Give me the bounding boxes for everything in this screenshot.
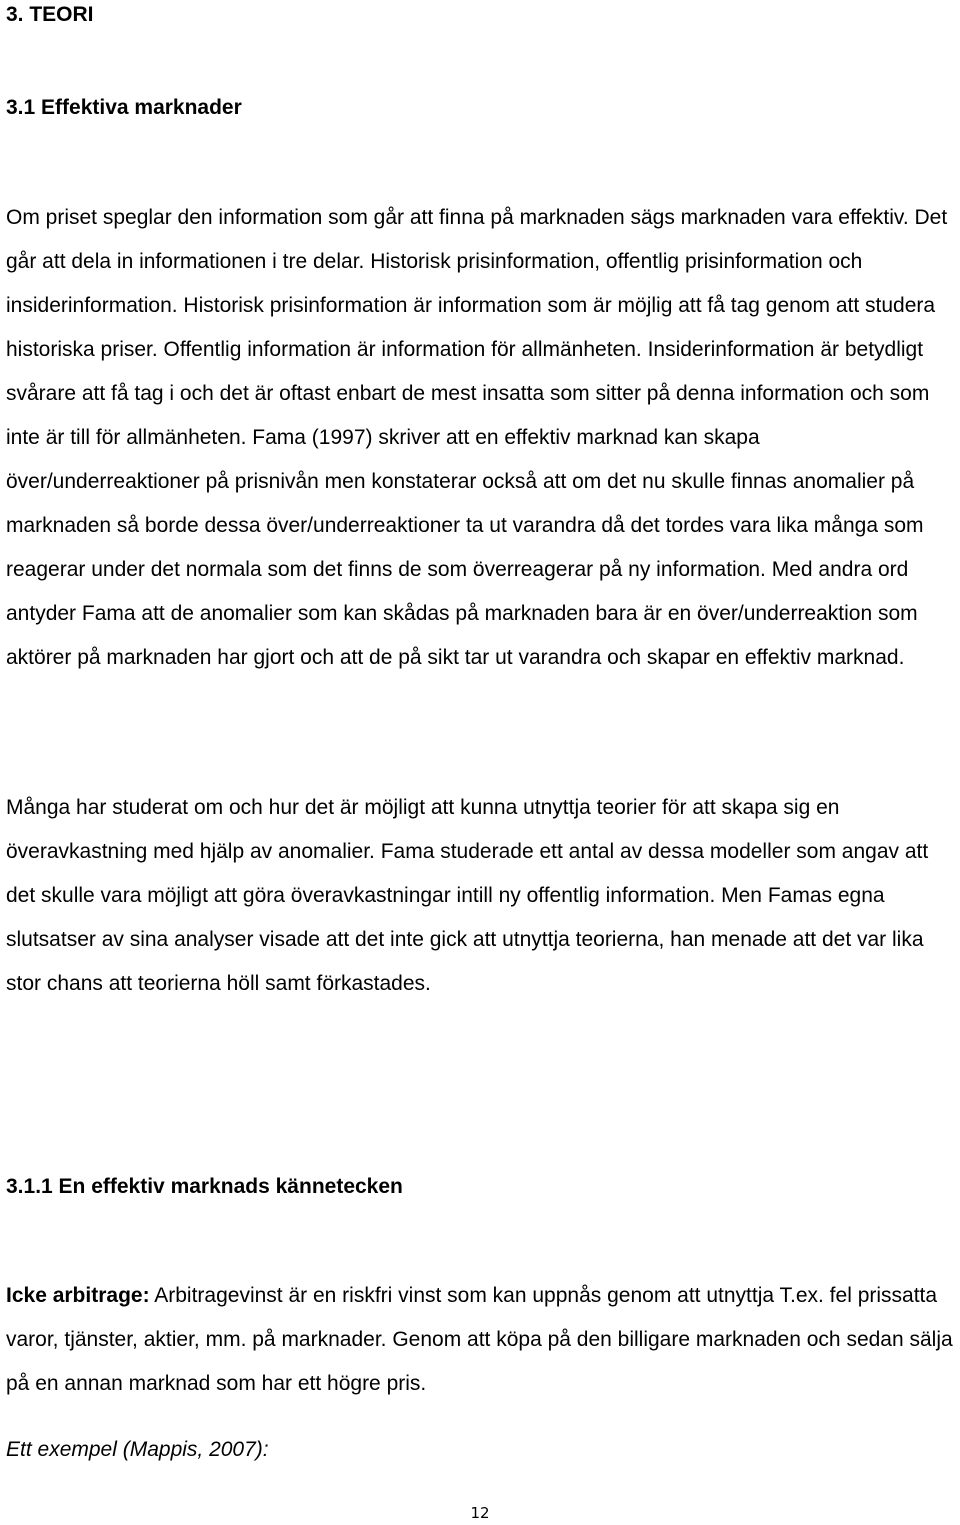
definition-paragraph [6,1274,956,1406]
example-intro: Ett exempel (Mappis, 2007): [6,1438,269,1461]
body-paragraph: Om priset speglar den information som går att finna på marknaden sägs marknaden vara effektiv. Det går att dela in informationen i tre delar. Historisk prisinformation, offentlig prisinformation och insiderinformation. Historisk prisinformation är information som är möjlig att få tag genom att studera historiska priser. Offentlig information är information för allmänheten. Insiderinformation är betydligt svårare att få tag i och det är oftast enbart de mest insatta som sitter på denna information och som inte är till för allmänheten. Fama (1997) skriver att en effektiv marknad kan skapa över/underreaktioner på prisnivån men konstaterar också att om det nu skulle finnas anomalier på marknaden så borde dessa över/underreaktioner ta ut varandra då det tordes vara lika många som reagerar under det normala som det finns de som överreagerar på ny information. Med andra ord antyder Fama att de anomalier som kan skådas på marknaden bara är en över/underreaktion som aktörer på marknaden har gjort och att de på sikt tar ut varandra och skapar en effektiv marknad. [6,206,948,669]
definition-text: Arbitragevinst är en riskfri vinst som kan uppnås genom att utnyttja T.ex. fel prissatta varor, tjänster, aktier, mm. på marknader. Genom att köpa på den billigare marknaden och sedan sälja på en annan marknad som har ett högre pris. [6,1284,953,1395]
section-heading: 3.1 Effektiva marknader [6,96,242,119]
subsection-heading: 3.1.1 En effektiv marknads kännetecken [6,1175,403,1198]
document-page [6,0,956,1525]
body-paragraph: Många har studerat om och hur det är möjligt att kunna utnyttja teorier för att skapa sig en överavkastning med hjälp av anomalier. Fama studerade ett antal av dessa modeller som angav att det skulle vara möjligt att göra överavkastningar intill ny offentlig information. Men Famas egna slutsatser av sina analyser visade att det inte gick att utnyttja teorierna, han menade att det var lika stor chans att teorierna höll samt förkastades. [6,796,929,995]
page-number: 12 [470,1504,490,1522]
chapter-heading: 3. TEORI [6,3,94,26]
definition-term: Icke arbitrage: [6,1284,150,1307]
